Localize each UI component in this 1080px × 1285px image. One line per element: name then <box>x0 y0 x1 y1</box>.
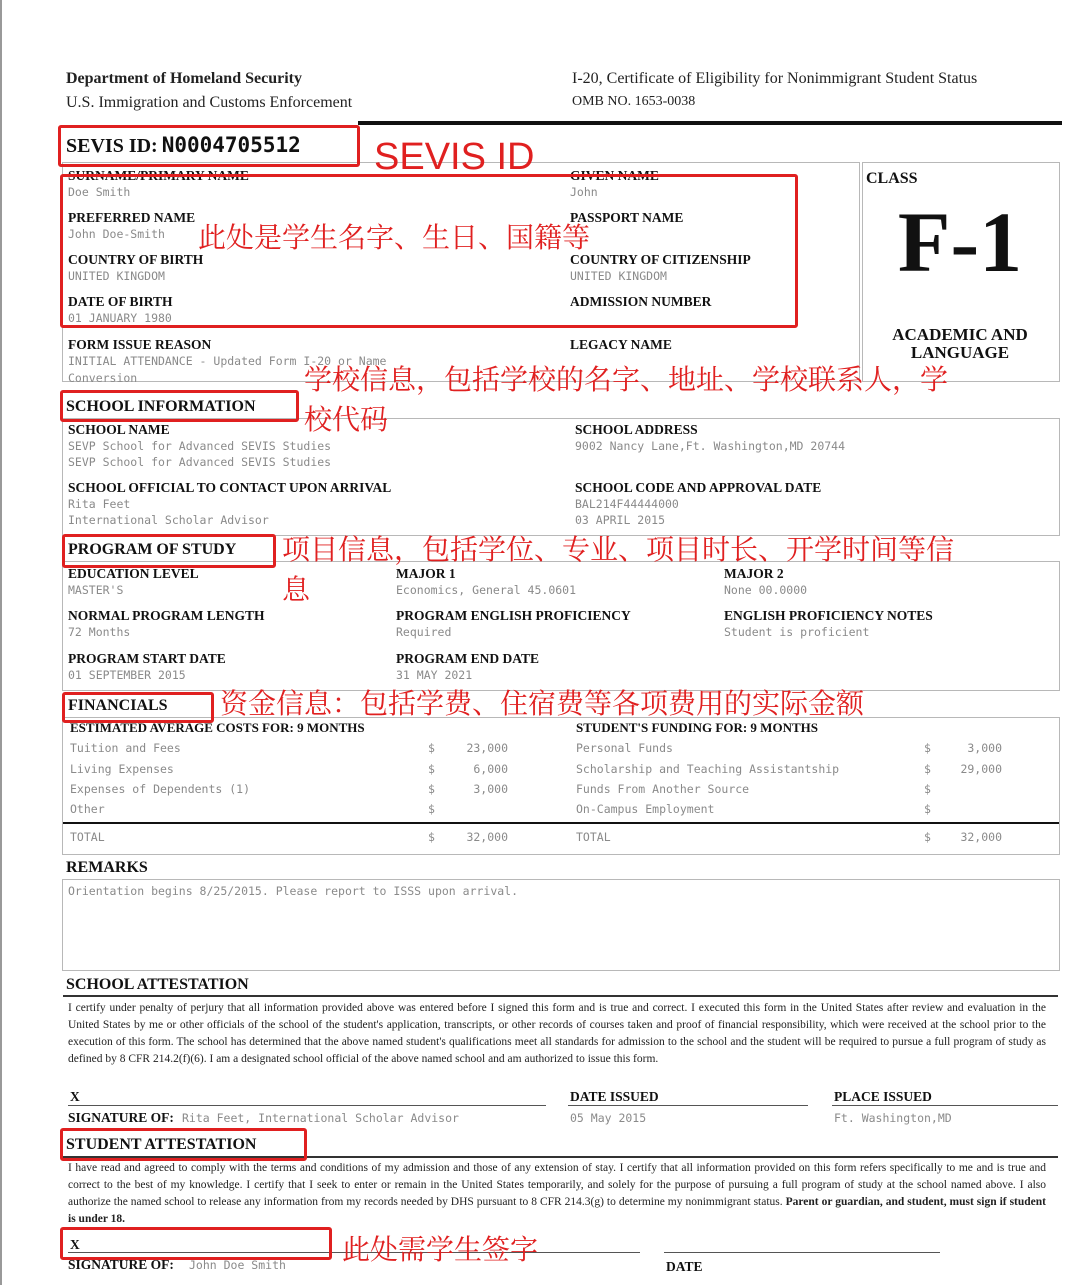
student-attestation-text <box>68 1160 1046 1228</box>
program-annotation: 项目信息，包括学位、专业、项目时长、开学时间等信 <box>282 533 955 566</box>
student-attestation-highlight <box>60 1128 307 1161</box>
school-official-name: Rita Feet <box>68 497 131 511</box>
student-signature-x: X <box>70 1237 80 1252</box>
funding-currency: $ <box>924 782 931 796</box>
citizenship-label: COUNTRY OF CITIZENSHIP <box>570 252 751 267</box>
form-issue-reason-value: INITIAL ATTENDANCE - Updated Form I-20 or Name <box>68 354 387 368</box>
school-address-label: SCHOOL ADDRESS <box>575 422 698 437</box>
student-date-label: DATE <box>666 1259 703 1274</box>
student-signature-value: John Doe Smith <box>189 1258 286 1272</box>
place-issued-label: PLACE ISSUED <box>834 1089 932 1104</box>
program-heading: PROGRAM OF STUDY <box>68 541 237 558</box>
school-signature-value: Rita Feet, International Scholar Advisor <box>182 1111 459 1125</box>
english-notes-label: ENGLISH PROFICIENCY NOTES <box>724 608 933 623</box>
school-official-label: SCHOOL OFFICIAL TO CONTACT UPON ARRIVAL <box>68 480 392 495</box>
school-signature-label: SIGNATURE OF: <box>68 1110 174 1125</box>
program-start-value: 01 SEPTEMBER 2015 <box>68 668 186 682</box>
country-of-birth-value: UNITED KINGDOM <box>68 269 165 283</box>
funding-currency: $ <box>924 741 931 755</box>
cost-item: Living Expenses <box>70 762 174 776</box>
cost-currency: $ <box>428 741 435 755</box>
place-issued-line <box>832 1105 1058 1106</box>
english-notes-value: Student is proficient <box>724 625 870 639</box>
financials-heading: FINANCIALS <box>68 697 168 714</box>
costs-total-label: TOTAL <box>70 830 105 844</box>
visa-class-value: F-1 <box>897 194 1023 290</box>
student-info-annotation: 此处是学生名字、生日、国籍等 <box>198 221 591 254</box>
student-signature-highlight <box>60 1227 332 1260</box>
major2-value: None 00.0000 <box>724 583 808 597</box>
given-name-label: GIVEN NAME <box>570 168 659 183</box>
date-of-birth-value: 01 JANUARY 1980 <box>68 311 172 325</box>
sevis-id-label: SEVIS ID: <box>66 135 158 157</box>
major2-label: MAJOR 2 <box>724 566 784 581</box>
preferred-name-label: PREFERRED NAME <box>68 210 196 225</box>
funding-total-currency: $ <box>924 830 931 844</box>
school-code-label: SCHOOL CODE AND APPROVAL DATE <box>575 480 822 495</box>
program-start-label: PROGRAM START DATE <box>68 651 226 666</box>
english-proficiency-label: PROGRAM ENGLISH PROFICIENCY <box>396 608 631 623</box>
costs-total-value: 32,000 <box>466 830 508 844</box>
major1-label: MAJOR 1 <box>396 566 456 581</box>
school-attestation-text: I certify under penalty of perjury that all information provided above was entered before I signed this form and is true and correct. I executed this form in the United States after review and evaluation in the United States by me or other officials of the school of the student's application, transcripts, or other records of courses taken and proof of financial responsibility, which were received at the school prior to the execution of this form. The school has determined that the above named student's qualifications meet all standards for admission to the school and the student will be required to pursue a full program of study as defined by 8 CFR 214.2(f)(6). I am a designated school official of the above named school and am authorized to issue this form. <box>68 1002 1046 1065</box>
program-length-label: NORMAL PROGRAM LENGTH <box>68 608 265 623</box>
cost-currency: $ <box>428 782 435 796</box>
remarks-value: Orientation begins 8/25/2015. Please report to ISSS upon arrival. <box>68 884 519 898</box>
cost-item: Tuition and Fees <box>70 741 181 755</box>
cost-amount: 6,000 <box>473 762 508 776</box>
omb-number: OMB NO. 1653-0038 <box>572 94 696 109</box>
school-name-label: SCHOOL NAME <box>68 422 170 437</box>
program-length-value: 72 Months <box>68 625 131 639</box>
approval-date-value: 03 APRIL 2015 <box>575 513 666 527</box>
funding-heading: STUDENT'S FUNDING FOR: 9 MONTHS <box>576 720 818 735</box>
education-level-label: EDUCATION LEVEL <box>68 566 199 581</box>
cost-item: Expenses of Dependents (1) <box>70 782 251 796</box>
student-signature-label: SIGNATURE OF: <box>68 1257 174 1272</box>
student-date-line <box>664 1252 940 1253</box>
form-issue-reason-label: FORM ISSUE REASON <box>68 337 212 352</box>
program-box <box>62 561 1060 691</box>
sevis-id-annotation: SEVIS ID <box>374 136 535 178</box>
cost-currency: $ <box>428 762 435 776</box>
sevis-id-value: N0004705512 <box>161 133 301 157</box>
funding-item: Scholarship and Teaching Assistantship <box>576 762 840 776</box>
form-issue-reason-value-2: Conversion <box>68 371 138 385</box>
funding-total-label: TOTAL <box>576 830 611 844</box>
date-issued-value: 05 May 2015 <box>570 1111 647 1125</box>
school-address-value: 9002 Nancy Lane,Ft. Washington,MD 20744 <box>575 439 846 453</box>
school-info-annotation-2: 校代码 <box>304 403 389 436</box>
student-attestation-heading: STUDENT ATTESTATION <box>66 1136 257 1153</box>
funding-total-value: 32,000 <box>960 830 1002 844</box>
school-signature-x: X <box>70 1089 80 1104</box>
major1-value: Economics, General 45.0601 <box>396 583 577 597</box>
english-proficiency-value: Required <box>396 625 452 639</box>
funding-item: Funds From Another Source <box>576 782 750 796</box>
cost-amount: 3,000 <box>473 782 508 796</box>
program-highlight <box>62 534 276 568</box>
cost-currency: $ <box>428 802 435 816</box>
school-attestation-heading: SCHOOL ATTESTATION <box>66 976 249 993</box>
form-title: I-20, Certificate of Eligibility for Nonimmigrant Student Status <box>572 70 978 87</box>
student-attestation-body: I have read and agreed to comply with the terms and conditions of my admission and those of any extension of stay. I certify that all information provided on this form refers specifically to me and is true and correct to the best of my knowledge. I certify that I seek to enter or remain in the United States temporarily, and solely for the purpose of pursuing a full program of study at the school named above. I also authorize the named school to release any information from my records needed by DHS pursuant to 8 CFR 214.3(g) to determine my nonimmigrant status. <box>68 1162 1046 1208</box>
funding-amount: 3,000 <box>967 741 1002 755</box>
education-level-value: MASTER'S <box>68 583 124 597</box>
program-annotation-2: 息 <box>282 573 311 606</box>
costs-total-currency: $ <box>428 830 435 844</box>
program-end-value: 31 MAY 2021 <box>396 668 473 682</box>
remarks-heading: REMARKS <box>66 859 148 876</box>
agency-name: Department of Homeland Security <box>66 70 302 87</box>
sevis-id-highlight <box>58 125 360 167</box>
header-rule <box>358 121 1062 125</box>
class-description: ACADEMIC AND LANGUAGE <box>892 325 1028 362</box>
page-edge <box>0 0 2 1285</box>
class-label: CLASS <box>866 170 918 187</box>
funding-item: Personal Funds <box>576 741 673 755</box>
school-info-heading: SCHOOL INFORMATION <box>66 398 256 415</box>
surname-label: SURNAME/PRIMARY NAME <box>68 168 249 183</box>
school-name-value: SEVP School for Advanced SEVIS Studies <box>68 439 332 453</box>
signature-annotation: 此处需学生签字 <box>342 1233 539 1266</box>
country-of-birth-label: COUNTRY OF BIRTH <box>68 252 204 267</box>
date-of-birth-label: DATE OF BIRTH <box>68 294 173 309</box>
financials-total-rule <box>63 822 1059 824</box>
school-signature-line <box>68 1105 546 1106</box>
costs-heading: ESTIMATED AVERAGE COSTS FOR: 9 MONTHS <box>70 720 365 735</box>
financials-annotation: 资金信息：包括学费、住宿费等各项费用的实际金额 <box>220 687 865 720</box>
financials-highlight <box>62 692 214 723</box>
program-end-label: PROGRAM END DATE <box>396 651 539 666</box>
school-official-title: International Scholar Advisor <box>68 513 269 527</box>
surname-value: Doe Smith <box>68 185 131 199</box>
cost-amount: 23,000 <box>466 741 508 755</box>
funding-currency: $ <box>924 802 931 816</box>
cost-item: Other <box>70 802 105 816</box>
passport-name-label: PASSPORT NAME <box>570 210 684 225</box>
school-info-annotation: 学校信息，包括学校的名字、地址、学校联系人，学 <box>304 363 949 396</box>
school-code-value: BAL214F44444000 <box>575 497 679 511</box>
place-issued-value: Ft. Washington,MD <box>834 1111 952 1125</box>
date-issued-label: DATE ISSUED <box>570 1089 659 1104</box>
school-attestation-rule <box>63 995 1058 997</box>
legacy-name-label: LEGACY NAME <box>570 337 672 352</box>
citizenship-value: UNITED KINGDOM <box>570 269 667 283</box>
date-issued-line <box>568 1105 808 1106</box>
funding-amount: 29,000 <box>960 762 1002 776</box>
sub-agency-name: U.S. Immigration and Customs Enforcement <box>66 94 353 111</box>
student-attestation-bold: Parent or guardian, and student, must sign if student is under 18. <box>68 1196 1046 1225</box>
school-info-highlight <box>60 390 299 422</box>
funding-currency: $ <box>924 762 931 776</box>
given-name-value: John <box>570 185 598 199</box>
funding-item: On-Campus Employment <box>576 802 715 816</box>
admission-number-label: ADMISSION NUMBER <box>570 294 712 309</box>
preferred-name-value: John Doe-Smith <box>68 227 165 241</box>
school-name-value-2: SEVP School for Advanced SEVIS Studies <box>68 455 332 469</box>
